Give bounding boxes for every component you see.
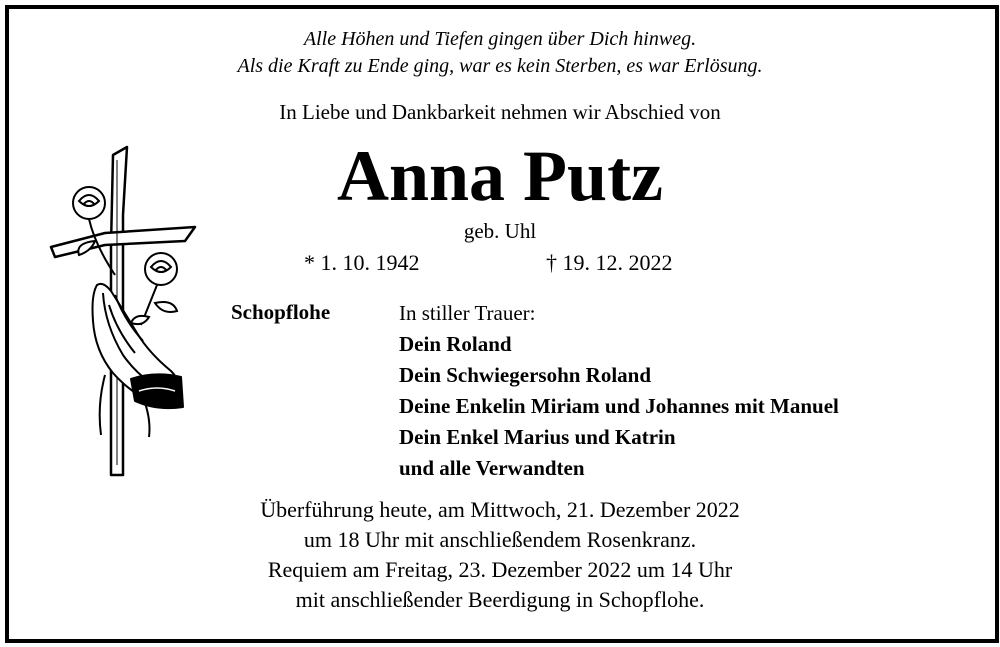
maiden-name: geb. Uhl	[463, 219, 537, 243]
footer-line-1: Überführung heute, am Mittwoch, 21. Dezember 2022	[260, 497, 740, 522]
verse-line-1: Alle Höhen und Tiefen gingen über Dich hinweg.	[303, 28, 697, 50]
deceased-name: Anna Putz	[336, 136, 664, 216]
rose-icon	[73, 187, 115, 275]
place-label: Schopflohe	[231, 300, 331, 324]
mourners-list	[399, 298, 839, 484]
mourner-name: und alle Verwandten	[399, 456, 585, 480]
mourner-name: Dein Schwiegersohn Roland	[399, 363, 652, 387]
verse-line-2: Als die Kraft zu Ende ging, war es kein Sterben, es war Erlösung.	[237, 55, 763, 77]
death-date: † 19. 12. 2022	[546, 250, 673, 275]
footer-line-2: um 18 Uhr mit anschließendem Rosenkranz.	[303, 527, 697, 552]
rose-icon	[131, 253, 177, 325]
birth-date: * 1. 10. 1942	[304, 250, 420, 275]
footer-line-3: Requiem am Freitag, 23. Dezember 2022 um 14 Uhr	[267, 557, 733, 582]
mourner-name: Deine Enkelin Miriam und Johannes mit Manuel	[399, 394, 839, 418]
mourner-name: Dein Roland	[399, 332, 512, 356]
intro-text: In Liebe und Dankbarkeit nehmen wir Abschied von	[279, 100, 721, 124]
cross-rose-artwork	[45, 145, 205, 485]
mourner-name: Dein Enkel Marius und Katrin	[399, 425, 676, 449]
footer-line-4: mit anschließender Beerdigung in Schopflohe.	[295, 587, 705, 612]
mourners-heading: In stiller Trauer:	[399, 301, 536, 325]
